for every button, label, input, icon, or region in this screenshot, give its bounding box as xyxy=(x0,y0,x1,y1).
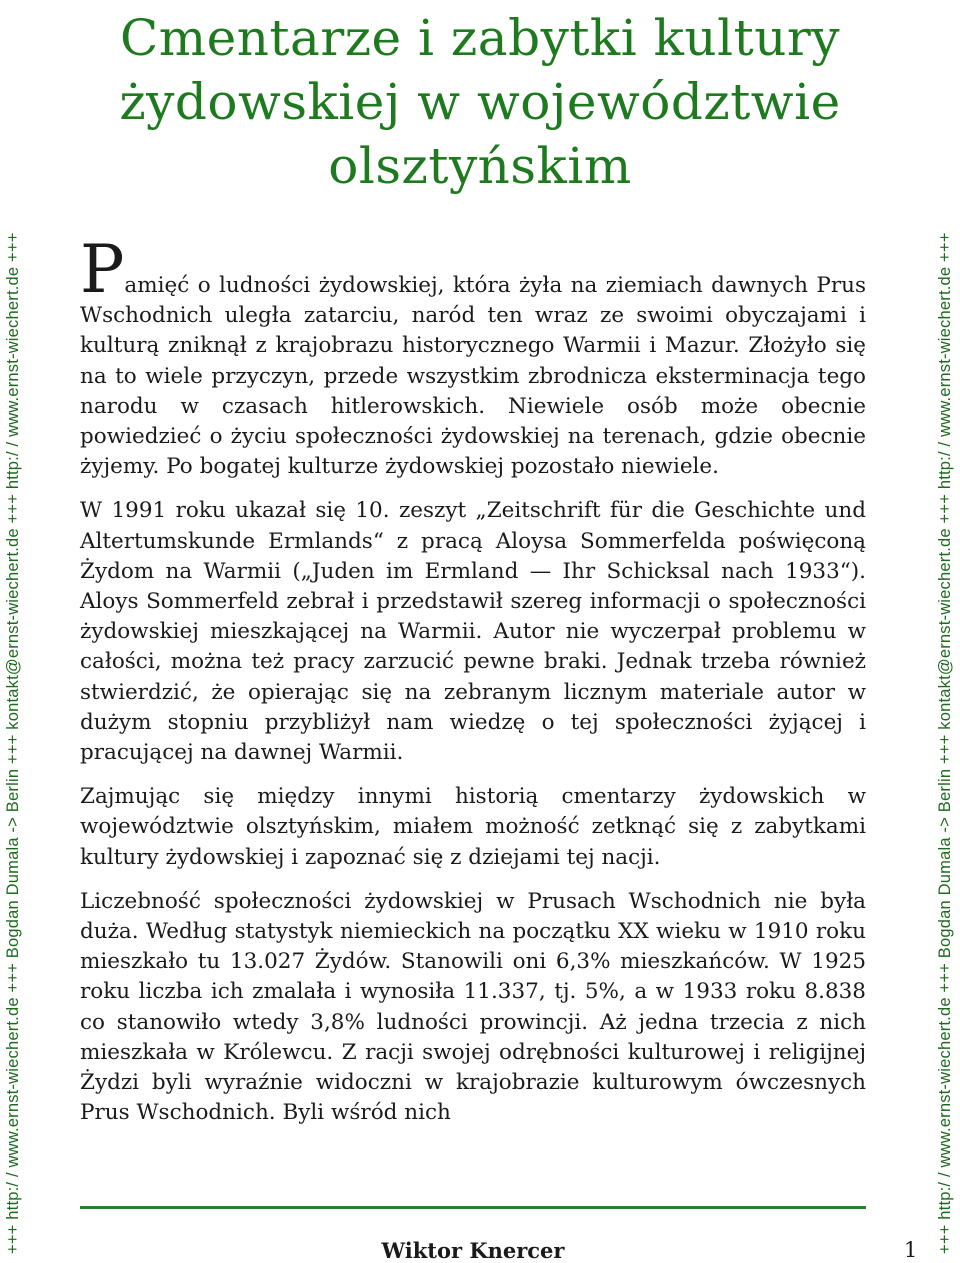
drop-cap: P xyxy=(80,231,125,308)
footer-author: Wiktor Knercer xyxy=(381,1238,565,1263)
paragraph-2: W 1991 roku ukazał się 10. zeszyt „Zeitschrift für die Geschichte und Altertumskunde Ermlands“ z pracą Aloysa Sommerfelda poświęconą Żydom na Warmii („Juden im Ermland — Ihr Schicksal nach 1933“). Aloys Sommerfeld zebrał i przedstawił szereg informacji o społeczności żydowskiej mieszkającej na Warmii. Autor nie wyczerpał problemu w całości, można też pracy zarzucić pewne braki. Jednak trzeba również stwierdzić, że opierając się na zebranym licznym materiale autor w dużym stopniu przybliżył nam wiedzę o tej społeczności żyjącej i pracującej na dawnej Warmii. xyxy=(80,498,866,766)
footer-divider xyxy=(80,1206,866,1209)
paragraph-3: Zajmując się między innymi historią cmentarzy żydowskich w województwie olsztyńskim, miałem możność zetknąć się z zabytkami kultury żydowskiej i zapoznać się z dziejami tej nacji. xyxy=(80,784,866,870)
paragraph-1 xyxy=(80,231,866,482)
paragraph-1-text: amięć o ludności żydowskiej, która żyła na ziemiach dawnych Prus Wschodnich uległa zatarciu, naród ten wraz ze swoimi obyczajami i kulturą zniknął z krajobrazu historycznego Warmii i Mazur. Złożyło się na to wiele przyczyn, przede wszystkim zbrodnicza eksterminacja tego narodu w czasach hitlerowskich. Niewiele osób może obecnie powiedzieć o życiu społeczności żydowskiej na terenach, gdzie obecnie żyjemy. Po bogatej kulturze żydowskiej pozostało niewiele. xyxy=(80,273,866,480)
page-number: 1 xyxy=(904,1238,918,1262)
paragraph-4: Liczebność społeczności żydowskiej w Prusach Wschodnich nie była duża. Według statystyk niemieckich na początku XX wieku w 1910 roku mieszkało tu 13.027 Żydów. Stanowili oni 6,3% mieszkańców. W 1925 roku liczba ich zmalała i wynosiła 11.337, tj. 5%, a w 1933 roku 8.838 co stanowiło wtedy 3,8% ludności prowincji. Aż jedna trzecia z nich mieszkała w Królewcu. Z racji swojej odrębności kulturowej i religijnej Żydzi byli wyraźnie widoczni w krajobrazie kulturowym ówczesnych Prus Wschodnich. Byli wśród nich xyxy=(80,888,866,1126)
document-title: Cmentarze i zabytki kultury żydowskiej w województwie olsztyńskim xyxy=(119,9,841,195)
right-margin-watermark xyxy=(932,0,960,1260)
left-margin-watermark xyxy=(0,0,28,1260)
document-body xyxy=(80,231,866,1142)
right-margin-watermark-text: +++ http:/ / www.ernst-wiechert.de +++ Bogdan Dumala -> Berlin +++ kontakt@ernst-wiechert.de +++ http:/ / www.ernst-wiechert.de +++ xyxy=(936,232,954,1254)
left-margin-watermark-text: +++ http:/ / www.ernst-wiechert.de +++ Bogdan Dumala -> Berlin +++ kontakt@ernst-wiechert.de +++ http:/ / www.ernst-wiechert.de +++ xyxy=(4,232,22,1254)
